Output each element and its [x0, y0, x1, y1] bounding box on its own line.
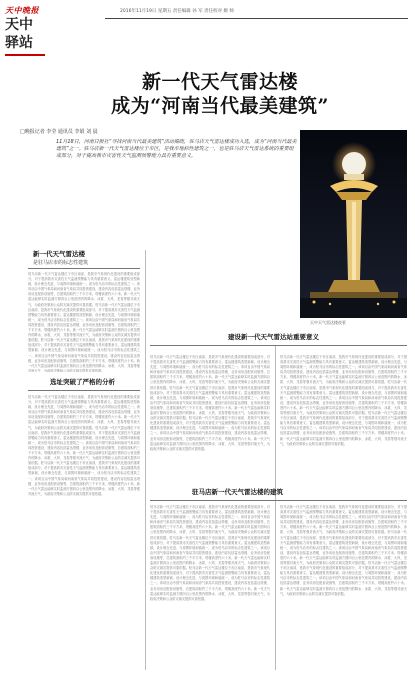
section-heading-1: [33, 250, 133, 266]
article-body-col1a: 驻马店新一代天气雷达楼位于市区南部，是我市气象现代化建设的重要组成部分，对于提高我市灾害性天气监测预警能力具有重要意义。雷达楼建筑造型新颖，设计理念先进，与周围环境和谐统一，成为驻马店市的标志性建筑之一。该项目由中国气象局和河南省气象局共同投资建设，建设内容包括雷达塔楼、业务用房及配套设施等，总建筑面积约三千平方米，塔楼高度约六十米。新一代天气雷达能够实时监测方圆四百公里范围内的降水、冰雹、大风、龙卷等强对流天气，为政府决策和公众防灾减灾提供可靠依据。驻马店新一代天气雷达楼位于市区南部，是我市气象现代化建设的重要组成部分，对于提高我市灾害性天气监测预警能力具有重要意义。雷达楼建筑造型新颖，设计理念先进，与周围环境和谐统一，成为驻马店市的标志性建筑之一。该项目由中国气象局和河南省气象局共同投资建设，建设内容包括雷达塔楼、业务用房及配套设施等，总建筑面积约三千平方米，塔楼高度约六十米。新一代天气雷达能够实时监测方圆四百公里范围内的降水、冰雹、大风、龙卷等强对流天气，为政府决策和公众防灾减灾提供可靠依据。驻马店新一代天气雷达楼位于市区南部，是我市气象现代化建设的重要组成部分，对于提高我市灾害性天气监测预警能力具有重要意义。雷达楼建筑造型新颖，设计理念先进，与周围环境和谐统一，成为驻马店市的标志性建筑之一。该项目由中国气象局和河南省气象局共同投资建设，建设内容包括雷达塔楼、业务用房及配套设施等，总建筑面积约三千平方米，塔楼高度约六十米。新一代天气雷达能够实时监测方圆四百公里范围内的降水、冰雹、大风、龙卷等强对流天气，为政府决策和公众防灾减灾提供可靠依据。: [28, 272, 140, 372]
section-title: 建设新一代天气雷达站重要意义: [228, 333, 319, 341]
article-body-col2b: 驻马店新一代天气雷达楼位于市区南部，是我市气象现代化建设的重要组成部分，对于提高我市灾害性天气监测预警能力具有重要意义。雷达楼建筑造型新颖，设计理念先进，与周围环境和谐统一，成为驻马店市的标志性建筑之一。该项目由中国气象局和河南省气象局共同投资建设，建设内容包括雷达塔楼、业务用房及配套设施等，总建筑面积约三千平方米，塔楼高度约六十米。新一代天气雷达能够实时监测方圆四百公里范围内的降水、冰雹、大风、龙卷等强对流天气，为政府决策和公众防灾减灾提供可靠依据。驻马店新一代天气雷达楼位于市区南部，是我市气象现代化建设的重要组成部分，对于提高我市灾害性天气监测预警能力具有重要意义。雷达楼建筑造型新颖，设计理念先进，与周围环境和谐统一，成为驻马店市的标志性建筑之一。该项目由中国气象局和河南省气象局共同投资建设，建设内容包括雷达塔楼、业务用房及配套设施等，总建筑面积约三千平方米，塔楼高度约六十米。新一代天气雷达能够实时监测方圆四百公里范围内的降水、冰雹、大风、龙卷等强对流天气，为政府决策和公众防灾减灾提供可靠依据。驻马店新一代天气雷达楼位于市区南部，是我市气象现代化建设的重要组成部分，对于提高我市灾害性天气监测预警能力具有重要意义。雷达楼建筑造型新颖，设计理念先进，与周围环境和谐统一，成为驻马店市的标志性建筑之一。该项目由中国气象局和河南省气象局共同投资建设，建设内容包括雷达塔楼、业务用房及配套设施等，总建筑面积约三千平方米，塔楼高度约六十米。新一代天气雷达能够实时监测方圆四百公里范围内的降水、冰雹、大风、龙卷等强对流天气，为政府决策和公众防灾减灾提供可靠依据。: [150, 505, 270, 601]
section-name-line2: 驿站: [5, 35, 33, 51]
section-rule: [150, 500, 407, 501]
section-name-line1: 天中: [5, 17, 33, 33]
column-divider: [145, 250, 146, 670]
photo-caption: 天中天气雷达楼夜景: [310, 320, 346, 325]
article-body-col1b: 驻马店新一代天气雷达楼位于市区南部，是我市气象现代化建设的重要组成部分，对于提高我市灾害性天气监测预警能力具有重要意义。雷达楼建筑造型新颖，设计理念先进，与周围环境和谐统一，成为驻马店市的标志性建筑之一。该项目由中国气象局和河南省气象局共同投资建设，建设内容包括雷达塔楼、业务用房及配套设施等，总建筑面积约三千平方米，塔楼高度约六十米。新一代天气雷达能够实时监测方圆四百公里范围内的降水、冰雹、大风、龙卷等强对流天气，为政府决策和公众防灾减灾提供可靠依据。驻马店新一代天气雷达楼位于市区南部，是我市气象现代化建设的重要组成部分，对于提高我市灾害性天气监测预警能力具有重要意义。雷达楼建筑造型新颖，设计理念先进，与周围环境和谐统一，成为驻马店市的标志性建筑之一。该项目由中国气象局和河南省气象局共同投资建设，建设内容包括雷达塔楼、业务用房及配套设施等，总建筑面积约三千平方米，塔楼高度约六十米。新一代天气雷达能够实时监测方圆四百公里范围内的降水、冰雹、大风、龙卷等强对流天气，为政府决策和公众防灾减灾提供可靠依据。驻马店新一代天气雷达楼位于市区南部，是我市气象现代化建设的重要组成部分，对于提高我市灾害性天气监测预警能力具有重要意义。雷达楼建筑造型新颖，设计理念先进，与周围环境和谐统一，成为驻马店市的标志性建筑之一。该项目由中国气象局和河南省气象局共同投资建设，建设内容包括雷达塔楼、业务用房及配套设施等，总建筑面积约三千平方米，塔楼高度约六十米。新一代天气雷达能够实时监测方圆四百公里范围内的降水、冰雹、大风、龙卷等强对流天气，为政府决策和公众防灾减灾提供可靠依据。: [28, 395, 140, 496]
column-divider: [275, 345, 276, 670]
header-rule: [105, 18, 408, 19]
headline: [100, 70, 340, 118]
section-rule: [150, 345, 407, 346]
headline-line1: 新一代天气雷达楼: [141, 71, 298, 93]
section-subtitle: 是驻马店市的标志性建筑: [33, 260, 89, 266]
radar-tower-photo: [300, 130, 407, 318]
section-rule: [28, 268, 140, 269]
radar-tower-illustration: [300, 130, 407, 318]
newspaper-logo: 天中晚报: [5, 5, 39, 15]
byline: □晚报记者 李莹 通讯员 李娟 刘 晨: [20, 129, 98, 135]
lead-paragraph: 11月18日，河南日报社“寻找河南当代最美建筑”活动揭晓，驻马店天气雷达楼成功入选，成为“河南当代最美建筑”之一。驻马店新一代天气雷达楼位于市区，是我市地标性建筑之一，也是驻马店天气雷达系统的重要组成部分，对于提高我市灾害性天气监测预警能力具有重要意义。: [56, 139, 297, 159]
article-body-col3a: 驻马店新一代天气雷达楼位于市区南部，是我市气象现代化建设的重要组成部分，对于提高我市灾害性天气监测预警能力具有重要意义。雷达楼建筑造型新颖，设计理念先进，与周围环境和谐统一，成为驻马店市的标志性建筑之一。该项目由中国气象局和河南省气象局共同投资建设，建设内容包括雷达塔楼、业务用房及配套设施等，总建筑面积约三千平方米，塔楼高度约六十米。新一代天气雷达能够实时监测方圆四百公里范围内的降水、冰雹、大风、龙卷等强对流天气，为政府决策和公众防灾减灾提供可靠依据。驻马店新一代天气雷达楼位于市区南部，是我市气象现代化建设的重要组成部分，对于提高我市灾害性天气监测预警能力具有重要意义。雷达楼建筑造型新颖，设计理念先进，与周围环境和谐统一，成为驻马店市的标志性建筑之一。该项目由中国气象局和河南省气象局共同投资建设，建设内容包括雷达塔楼、业务用房及配套设施等，总建筑面积约三千平方米，塔楼高度约六十米。新一代天气雷达能够实时监测方圆四百公里范围内的降水、冰雹、大风、龙卷等强对流天气，为政府决策和公众防灾减灾提供可靠依据。驻马店新一代天气雷达楼位于市区南部，是我市气象现代化建设的重要组成部分，对于提高我市灾害性天气监测预警能力具有重要意义。雷达楼建筑造型新颖，设计理念先进，与周围环境和谐统一，成为驻马店市的标志性建筑之一。该项目由中国气象局和河南省气象局共同投资建设，建设内容包括雷达塔楼、业务用房及配套设施等，总建筑面积约三千平方米，塔楼高度约六十米。新一代天气雷达能够实时监测方圆四百公里范围内的降水、冰雹、大风、龙卷等强对流天气，为政府决策和公众防灾减灾提供可靠依据。: [280, 355, 407, 446]
section-name: [5, 16, 45, 52]
headline-line2: 成为“河南当代最美建筑”: [111, 95, 329, 117]
article-body-col3b: 驻马店新一代天气雷达楼位于市区南部，是我市气象现代化建设的重要组成部分，对于提高我市灾害性天气监测预警能力具有重要意义。雷达楼建筑造型新颖，设计理念先进，与周围环境和谐统一，成为驻马店市的标志性建筑之一。该项目由中国气象局和河南省气象局共同投资建设，建设内容包括雷达塔楼、业务用房及配套设施等，总建筑面积约三千平方米，塔楼高度约六十米。新一代天气雷达能够实时监测方圆四百公里范围内的降水、冰雹、大风、龙卷等强对流天气，为政府决策和公众防灾减灾提供可靠依据。驻马店新一代天气雷达楼位于市区南部，是我市气象现代化建设的重要组成部分，对于提高我市灾害性天气监测预警能力具有重要意义。雷达楼建筑造型新颖，设计理念先进，与周围环境和谐统一，成为驻马店市的标志性建筑之一。该项目由中国气象局和河南省气象局共同投资建设，建设内容包括雷达塔楼、业务用房及配套设施等，总建筑面积约三千平方米，塔楼高度约六十米。新一代天气雷达能够实时监测方圆四百公里范围内的降水、冰雹、大风、龙卷等强对流天气，为政府决策和公众防灾减灾提供可靠依据。驻马店新一代天气雷达楼位于市区南部，是我市气象现代化建设的重要组成部分，对于提高我市灾害性天气监测预警能力具有重要意义。雷达楼建筑造型新颖，设计理念先进，与周围环境和谐统一，成为驻马店市的标志性建筑之一。该项目由中国气象局和河南省气象局共同投资建设，建设内容包括雷达塔楼、业务用房及配套设施等，总建筑面积约三千平方米，塔楼高度约六十米。新一代天气雷达能够实时监测方圆四百公里范围内的降水、冰雹、大风、龙卷等强对流天气，为政府决策和公众防灾减灾提供可靠依据。: [280, 505, 407, 596]
section-underline: [5, 54, 45, 56]
section-title: 选址突破了严格的分析: [50, 378, 115, 386]
edition-meta: 2016年11月19日 星期五 责任编辑 孙 军 责任校对 姬 帅: [120, 9, 234, 14]
section-rule: [28, 390, 140, 391]
section-title: 驻马店新一代天气雷达楼的建筑: [192, 488, 283, 496]
article-body-col2a: 驻马店新一代天气雷达楼位于市区南部，是我市气象现代化建设的重要组成部分，对于提高我市灾害性天气监测预警能力具有重要意义。雷达楼建筑造型新颖，设计理念先进，与周围环境和谐统一，成为驻马店市的标志性建筑之一。该项目由中国气象局和河南省气象局共同投资建设，建设内容包括雷达塔楼、业务用房及配套设施等，总建筑面积约三千平方米，塔楼高度约六十米。新一代天气雷达能够实时监测方圆四百公里范围内的降水、冰雹、大风、龙卷等强对流天气，为政府决策和公众防灾减灾提供可靠依据。驻马店新一代天气雷达楼位于市区南部，是我市气象现代化建设的重要组成部分，对于提高我市灾害性天气监测预警能力具有重要意义。雷达楼建筑造型新颖，设计理念先进，与周围环境和谐统一，成为驻马店市的标志性建筑之一。该项目由中国气象局和河南省气象局共同投资建设，建设内容包括雷达塔楼、业务用房及配套设施等，总建筑面积约三千平方米，塔楼高度约六十米。新一代天气雷达能够实时监测方圆四百公里范围内的降水、冰雹、大风、龙卷等强对流天气，为政府决策和公众防灾减灾提供可靠依据。驻马店新一代天气雷达楼位于市区南部，是我市气象现代化建设的重要组成部分，对于提高我市灾害性天气监测预警能力具有重要意义。雷达楼建筑造型新颖，设计理念先进，与周围环境和谐统一，成为驻马店市的标志性建筑之一。该项目由中国气象局和河南省气象局共同投资建设，建设内容包括雷达塔楼、业务用房及配套设施等，总建筑面积约三千平方米，塔楼高度约六十米。新一代天气雷达能够实时监测方圆四百公里范围内的降水、冰雹、大风、龙卷等强对流天气，为政府决策和公众防灾减灾提供可靠依据。: [150, 355, 270, 451]
section-title: 新一代天气雷达楼: [33, 250, 85, 258]
